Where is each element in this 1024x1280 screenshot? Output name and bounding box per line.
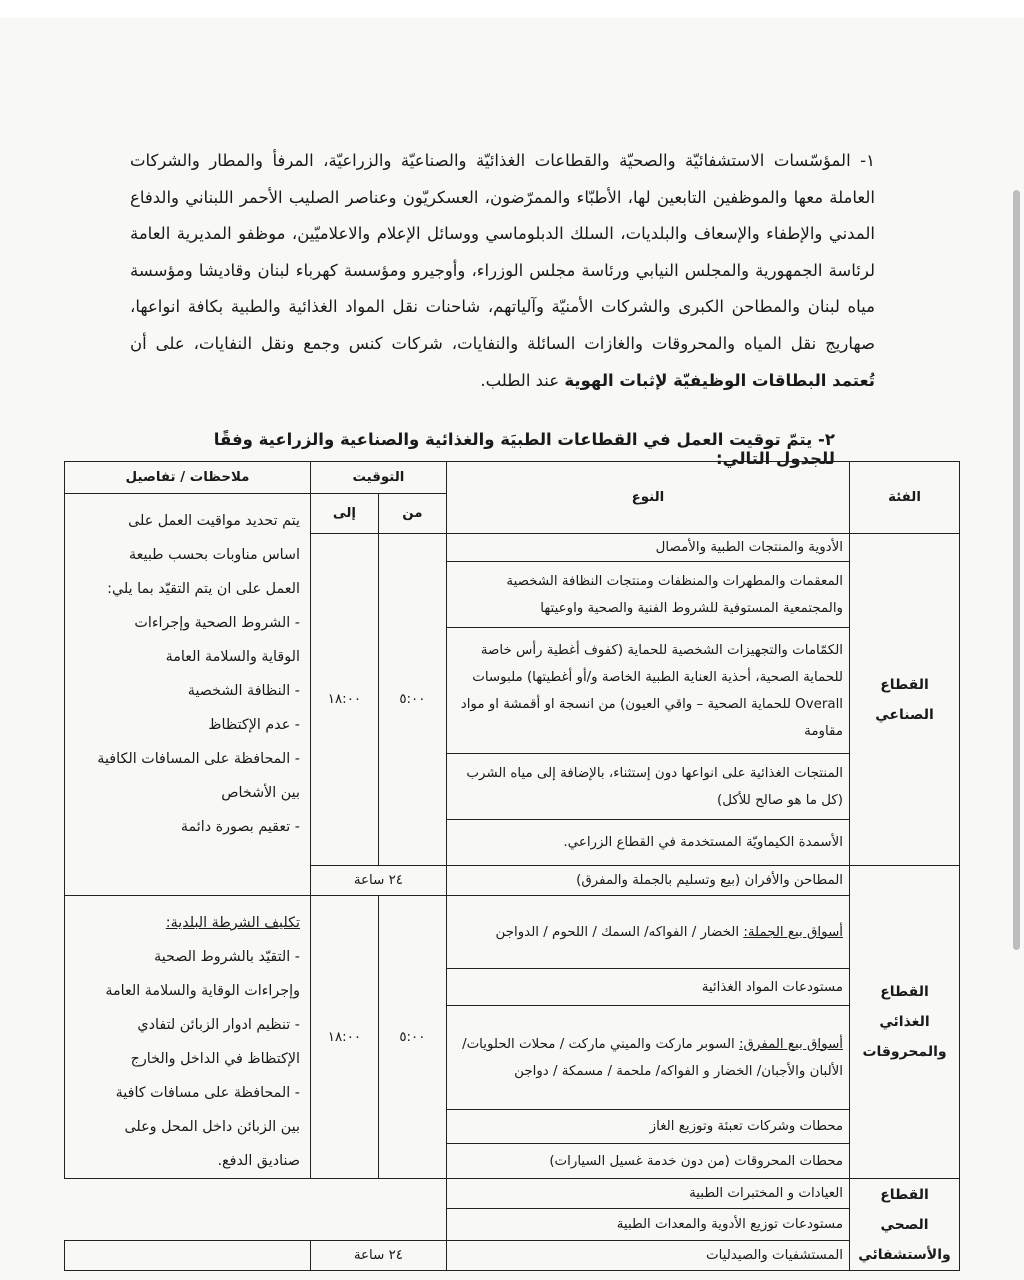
header-timing: التوقيت [310, 462, 446, 494]
type-row: الكمّامات والتجهيزات الشخصية للحماية (كفوف أغطية رأس خاصة للحماية الصحية، أحذية العناية الطبية الخاصة و/أو أغطيتها) ملبوسات Overall للحماية الصحية – واقي العيون) من انسجة او أقمشة او مواد مقاومة [446, 628, 849, 754]
type-row: الأدوية والمنتجات الطبية والأمصال [446, 534, 849, 562]
note-line: اساس مناوبات بحسب طبيعة [128, 547, 300, 563]
category-health: القطاع الصحي والأستشفائي [850, 1179, 960, 1271]
category-industrial: القطاع الصناعي [850, 534, 960, 866]
note-line: - تنظيم ادوار الزبائن لتفادي [137, 1017, 300, 1033]
header-from: من [378, 494, 446, 534]
note-line: صناديق الدفع. [217, 1153, 300, 1169]
type-row: الأسمدة الكيماويّة المستخدمة في القطاع الزراعي. [446, 820, 849, 866]
time-24h: ٢٤ ساعة [310, 1241, 446, 1271]
notes-food-fuel [65, 896, 311, 1179]
note-line: - الشروط الصحية وإجراءات [134, 615, 300, 631]
note-line: بين الزبائن داخل المحل وعلى [124, 1119, 300, 1135]
type-row [446, 1006, 849, 1110]
note-line: العمل على ان يتم التقيّد بما يلي: [107, 581, 300, 597]
note-line: - عدم الإكتظاظ [208, 717, 300, 733]
time-to: ١٨:٠٠ [310, 896, 378, 1179]
time-from: ٥:٠٠ [378, 534, 446, 866]
type-row: مستودعات المواد الغذائية [446, 969, 849, 1006]
type-row: المطاحن والأفران (بيع وتسليم بالجملة والمفرق) [446, 866, 849, 896]
time-24h: ٢٤ ساعة [310, 866, 446, 896]
type-row: محطات وشركات تعبئة وتوزيع الغاز [446, 1109, 849, 1144]
note-line: - المحافظة على المسافات الكافية [97, 751, 300, 767]
retail-label: أسواق بيع المفرق: [739, 1036, 844, 1052]
type-row: محطات المحروقات (من دون خدمة غسيل السيارات) [446, 1144, 849, 1179]
notes-title: تكليف الشرطة البلدية: [165, 915, 300, 931]
header-category: الفئة [850, 462, 960, 534]
paragraph-1-end: عند الطلب. [480, 370, 565, 390]
type-row [446, 896, 849, 969]
note-line: - النظافة الشخصية [187, 683, 300, 699]
header-type: النوع [446, 462, 849, 534]
paragraph-1-text: ١- المؤسّسات الاستشفائيّة والصحيّة والقطاعات الغذائيّة والصناعيّة والزراعيّة، المرفأ والمطار والشركات العاملة معها والموظفين التابعين لها، الأطبّاء والممرّضون، العسكريّون وعناصر الصليب الأحمر اللبناني والدفاع المدني والإطفاء والإسعاف والبلديات، السلك الدبلوماسي ووسائل الإعلام والاعلاميّين، موظفو المديرية العامة لرئاسة الجمهورية والمجلس النيابي ورئاسة مجلس الوزراء، وأوجيرو ومؤسسة كهرباء لبنان وقاديشا ومؤسسة مياه لبنان والمطاحن الكبرى والشركات الأمنيّة وآلياتهم، شاحنات نقل المواد الغذائية والطبية بكافة انواعها، صهاريج نقل المياه والمحروقات والغازات السائلة والنفايات، شركات كنس وجمع ونقل النفايات، على أن [130, 151, 875, 353]
header-notes: ملاحظات / تفاصيل [65, 462, 311, 494]
type-row: المستشفيات والصيدليات [446, 1241, 849, 1271]
notes-industrial [65, 494, 311, 896]
scrollbar[interactable] [1013, 190, 1020, 950]
time-to: ١٨:٠٠ [310, 534, 378, 866]
type-row: المعقمات والمطهرات والمنظفات ومنتجات النظافة الشخصية والمجتمعية المستوفية للشروط الفنية والصحية واوعيتها [446, 562, 849, 628]
paragraph-1-bold: تُعتمد البطاقات الوظيفيّة لإثبات الهوية [564, 370, 875, 390]
note-line: الوقاية والسلامة العامة [165, 649, 300, 665]
type-row: مستودعات توزيع الأدوية والمعدات الطبية [446, 1209, 849, 1241]
note-line: يتم تحديد مواقيت العمل على [128, 513, 300, 529]
note-line: - المحافظة على مسافات كافية [115, 1085, 300, 1101]
type-row: المنتجات الغذائية على انواعها دون إستثناء، بالإضافة إلى مياه الشرب (كل ما هو صالح للأكل) [446, 754, 849, 820]
schedule-table [64, 461, 960, 1271]
header-to: إلى [310, 494, 378, 534]
note-line: بين الأشخاص [221, 785, 300, 801]
note-line: - تعقيم بصورة دائمة [180, 819, 300, 835]
category-food-fuel: القطاع الغذائي والمحروقات [850, 866, 960, 1179]
type-row: العيادات و المختبرات الطبية [446, 1179, 849, 1209]
paragraph-1 [130, 143, 875, 399]
top-bar [0, 0, 1024, 18]
note-line: الإكتظاظ في الداخل والخارج [130, 1051, 300, 1067]
note-line: - التقيّد بالشروط الصحية [154, 949, 300, 965]
note-line: وإجراءات الوقاية والسلامة العامة [105, 983, 300, 999]
retail-text: السوبر ماركت والميني ماركت / محلات الحلويات/ الألبان والأجبان/ الخضار و الفواكه/ ملحمة / مسمكة / دواجن [462, 1036, 844, 1079]
notes-empty [65, 1241, 311, 1271]
time-from: ٥:٠٠ [378, 896, 446, 1179]
section-2-heading: ٢- يتمّ توقيت العمل في القطاعات الطبيَة والغذائية والصناعية والزراعية وفقًا للجدول التالي: [213, 430, 835, 468]
wholesale-label: أسواق بيع الجملة: [743, 924, 844, 940]
wholesale-text: الخضار / الفواكه/ السمك / اللحوم / الدواجن [495, 924, 744, 940]
